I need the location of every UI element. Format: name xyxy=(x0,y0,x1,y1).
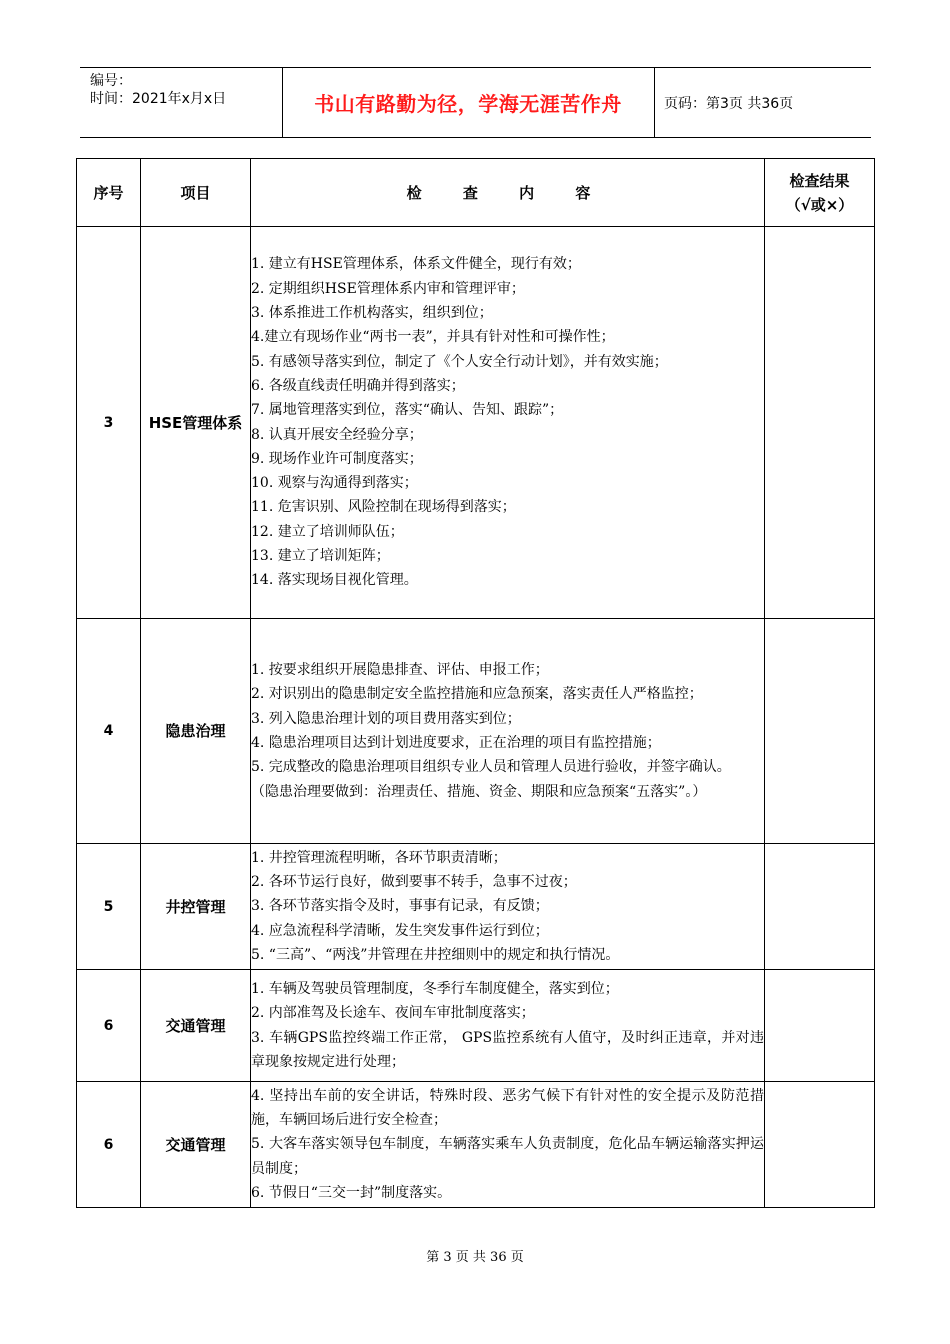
column-header-item: 项目 xyxy=(141,159,251,227)
table-header-row xyxy=(77,159,875,227)
content-line: 9. 现场作业许可制度落实； xyxy=(251,450,423,467)
content-line: 4. 隐患治理项目达到计划进度要求，正在治理的项目有监控措施； xyxy=(251,735,661,751)
row-item: 隐患治理 xyxy=(141,619,251,844)
content-line: 1. 车辆及驾驶员管理制度，冬季行车制度健全，落实到位； xyxy=(251,980,619,997)
content-line: 3. 车辆GPS监控终端工作正常， GPS监控系统有人值守，及时纠正违章，并对违章现象按规定进行处理； xyxy=(251,1029,764,1070)
row-item: 交通管理 xyxy=(141,1082,251,1208)
content-line: 10. 观察与沟通得到落实； xyxy=(251,475,418,492)
row-result[interactable] xyxy=(765,970,875,1082)
content-line: 2. 各环节运行良好，做到要事不转手，急事不过夜； xyxy=(251,874,577,891)
header-slogan-cell xyxy=(282,68,654,137)
content-line: 1. 建立有HSE管理体系，体系文件健全，现行有效； xyxy=(251,256,581,273)
row-seq: 3 xyxy=(77,227,141,619)
row-seq: 6 xyxy=(77,970,141,1082)
table-row xyxy=(77,970,875,1082)
content-line: 2. 对识别出的隐患制定安全监控措施和应急预案，落实责任人严格监控； xyxy=(251,686,703,703)
header-meta xyxy=(80,68,282,137)
content-line: 7. 属地管理落实到位，落实“确认、告知、跟踪”； xyxy=(251,402,564,419)
row-content xyxy=(251,970,765,1082)
content-line: 5. 完成整改的隐患治理项目组织专业人员和管理人员进行验收，并签字确认。 xyxy=(251,759,731,776)
content-line: 1. 按要求组织开展隐患排查、评估、申报工作； xyxy=(251,662,549,679)
content-line: 2. 内部准驾及长途车、夜间车审批制度落实； xyxy=(251,1005,535,1022)
table-row xyxy=(77,844,875,970)
row-item: 交通管理 xyxy=(141,970,251,1082)
row-seq: 4 xyxy=(77,619,141,844)
content-line: 6. 各级直线责任明确并得到落实； xyxy=(251,377,465,394)
column-header-result-title: 检查结果 xyxy=(789,171,850,190)
content-line: 5. “三高”、“两浅”井管理在井控细则中的规定和执行情况。 xyxy=(251,946,620,963)
header-slogan: 书山有路勤为径，学海无涯苦作舟 xyxy=(314,92,622,116)
content-line: （隐患治理要做到：治理责任、措施、资金、期限和应急预案“五落实”。） xyxy=(251,783,707,800)
content-line: 3. 各环节落实指令及时，事事有记录，有反馈； xyxy=(251,898,549,915)
content-line: 3. 体系推进工作机构落实，组织到位； xyxy=(251,305,493,322)
content-line: 5. 大客车落实领导包车制度，车辆落实乘车人负责制度，危化品车辆运输落实押运员制度； xyxy=(251,1136,764,1177)
column-header-result xyxy=(765,159,875,227)
row-content xyxy=(251,1082,765,1208)
table-row xyxy=(77,619,875,844)
content-line: 5. 有感领导落实到位，制定了《个人安全行动计划》，并有效实施； xyxy=(251,353,668,370)
column-header-content: 检 查 内 容 xyxy=(251,159,765,227)
row-result[interactable] xyxy=(765,1082,875,1208)
content-line: 14. 落实现场目视化管理。 xyxy=(251,572,418,589)
page-footer: 第 3 页 共 36 页 xyxy=(426,1250,524,1265)
document-number-label: 编号： xyxy=(90,73,132,89)
content-line: 11. 危害识别、风险控制在现场得到落实； xyxy=(251,499,516,516)
row-item: HSE管理体系 xyxy=(141,227,251,619)
row-content xyxy=(251,227,765,619)
row-result[interactable] xyxy=(765,227,875,619)
content-line: 3. 列入隐患治理计划的项目费用落实到位； xyxy=(251,710,521,727)
content-line: 4.建立有现场作业“两书一表”，并具有针对性和可操作性； xyxy=(251,329,615,346)
row-content xyxy=(251,619,765,844)
content-line: 1. 井控管理流程明晰，各环节职责清晰； xyxy=(251,849,507,866)
row-content xyxy=(251,844,765,970)
content-line: 2. 定期组织HSE管理体系内审和管理评审； xyxy=(251,280,525,297)
content-line: 12. 建立了培训师队伍； xyxy=(251,523,404,540)
page-header xyxy=(80,67,871,138)
document-time-label: 时间：2021年x月x日 xyxy=(90,91,227,107)
content-line: 4. 应急流程科学清晰，发生突发事件运行到位； xyxy=(251,922,549,939)
column-header-result-hint: （√或×） xyxy=(785,195,854,214)
row-result[interactable] xyxy=(765,619,875,844)
content-line: 8. 认真开展安全经验分享； xyxy=(251,426,423,443)
row-seq: 5 xyxy=(77,844,141,970)
row-result[interactable] xyxy=(765,844,875,970)
table-row xyxy=(77,227,875,619)
column-header-seq: 序号 xyxy=(77,159,141,227)
content-line: 13. 建立了培训矩阵； xyxy=(251,547,390,564)
content-line: 6. 节假日“三交一封”制度落实。 xyxy=(251,1184,452,1201)
header-page-label: 页码：第3页 共36页 xyxy=(664,95,794,112)
row-seq: 6 xyxy=(77,1082,141,1208)
table-row xyxy=(77,1082,875,1208)
inspection-table xyxy=(76,158,875,1208)
row-item: 井控管理 xyxy=(141,844,251,970)
content-line: 4. 坚持出车前的安全讲话，特殊时段、恶劣气候下有针对性的安全提示及防范措施，车辆回场后进行安全检查； xyxy=(251,1087,764,1129)
